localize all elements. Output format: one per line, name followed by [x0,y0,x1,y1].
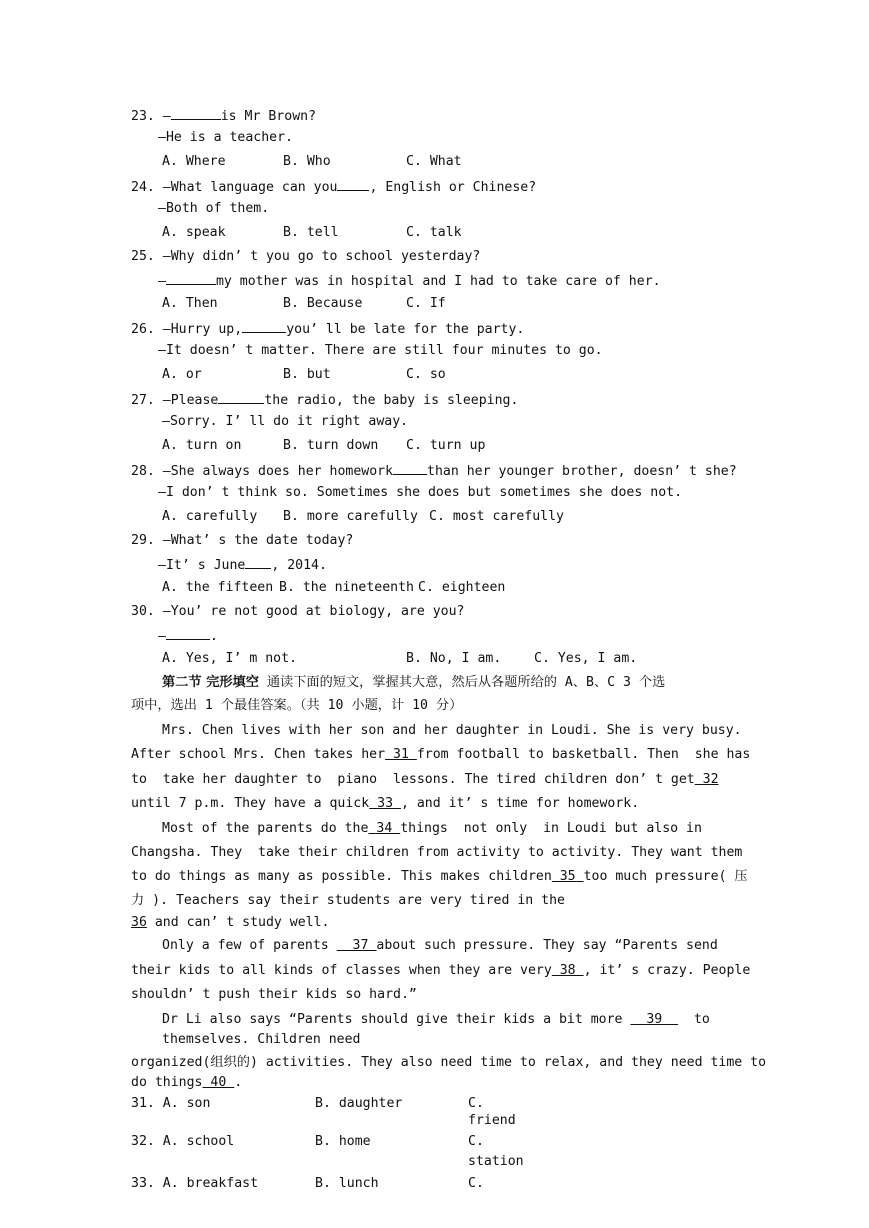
options-29: A. the fifteen B. the nineteenth C. eighteen [162,580,506,595]
options-27: A. turn on B. turn down C. turn up [162,438,486,453]
answer-24: —Both of them. [158,201,270,216]
answer-27: —Sorry. I’ ll do it right away. [162,414,409,429]
section-intro-line2: 项中，选出 1 个最佳答案。（共 10 小题，计 10 分） [131,698,463,713]
answer-23: —He is a teacher. [158,130,293,145]
passage-line: shouldn’ t push their kids so hard.” [131,987,417,1002]
options-28: A. carefully B. more carefully C. most carefully [162,509,564,524]
blank-37: 37 [336,938,377,953]
passage-line: until 7 p.m. They have a quick 33 , and it’ s time for homework. [131,796,640,811]
section-header: 第二节 完形填空 通读下面的短文，掌握其大意，然后从各题所给的 A、B、C 3 个选 [162,675,666,690]
blank-32: 32 [694,772,719,787]
blank-36: 36 [131,915,147,930]
question-30: 30. —You’ re not good at biology, are you? [131,604,465,619]
question-23: 23. — is Mr Brown? [131,109,317,124]
passage-line: Dr Li also says “Parents should give their kids a bit more 39 to [162,1012,710,1027]
blank-38: 38 [551,963,584,978]
blank-33: 33 [369,796,401,811]
answer-25: — my mother was in hospital and I had to take care of her. [158,274,661,289]
question-28: 28. —She always does her homework than her younger brother, doesn’ t she? [131,464,737,479]
options-30: A. Yes, I’ m not. B. No, I am. C. Yes, I am. [162,651,638,666]
blank-31: 31 [385,747,417,762]
passage-line: After school Mrs. Chen takes her 31 from football to basketball. Then she has [131,747,751,762]
passage-line: Most of the parents do the 34 things not only in Loudi but also in [162,821,702,836]
options-32-c-text: station [468,1154,524,1169]
question-27: 27. —Please the radio, the baby is sleeping. [131,393,519,408]
question-25: 25. —Why didn’ t you go to school yesterday? [131,249,481,264]
answer-29: —It’ s June , 2014. [158,558,327,573]
passage-line: organized(组织的) activities. They also need time to relax, and they need time to [131,1055,767,1070]
answer-26: —It doesn’ t matter. There are still four minutes to go. [158,343,603,358]
passage-line: do things 40 . [131,1075,243,1090]
blank-40: 40 [202,1075,235,1090]
options-26: A. or B. but C. so [162,367,446,382]
answer-30: — . [158,629,218,644]
passage-line: Mrs. Chen lives with her son and her daughter in Loudi. She is very busy. [162,723,742,738]
passage-line: their kids to all kinds of classes when they are very 38 , it’ s crazy. People [131,963,751,978]
passage-line: Changsha. They take their children from activity to activity. They want them [131,845,743,860]
options-31: 31. A. son B. daughter C. [131,1096,484,1111]
answer-28: —I don’ t think so. Sometimes she does but sometimes she does not. [158,485,683,500]
options-24: A. speak B. tell C. talk [162,225,462,240]
question-29: 29. —What’ s the date today? [131,533,354,548]
blank-39: 39 [630,1012,679,1027]
passage-line: to take her daughter to piano lessons. The tired children don’ t get 32 [131,772,719,787]
question-26: 26. —Hurry up, you’ ll be late for the party. [131,322,525,337]
options-32: 32. A. school B. home C. [131,1134,484,1149]
passage-line: 力 ). Teachers say their students are very tired in the [131,893,565,908]
options-33: 33. A. breakfast B. lunch C. [131,1176,484,1191]
question-24: 24. —What language can you , English or Chinese? [131,180,537,195]
blank-35: 35 [551,869,584,884]
options-23: A. Where B. Who C. What [162,154,462,169]
section-title: 第二节 完形填空 [162,675,259,690]
blank-34: 34 [368,821,401,836]
passage-line: Only a few of parents 37 about such pressure. They say “Parents send [162,938,718,953]
passage-line: 36 and can’ t study well. [131,915,330,930]
passage-line: themselves. Children need [162,1032,361,1047]
options-31-c-text: friend [468,1113,516,1128]
passage-line: to do things as many as possible. This makes children 35 too much pressure( 压 [131,869,748,884]
options-25: A. Then B. Because C. If [162,296,446,311]
